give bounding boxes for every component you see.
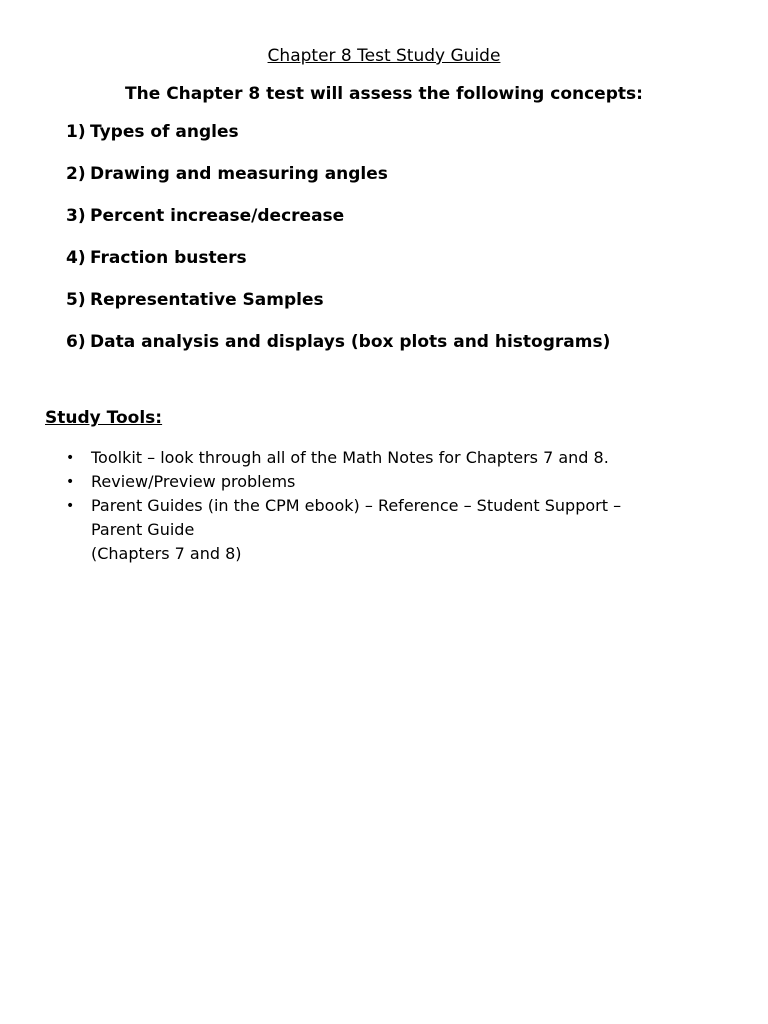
page-subtitle: The Chapter 8 test will assess the following concepts:: [125, 84, 643, 104]
concept-item: [66, 289, 610, 311]
study-tool-item: [66, 470, 716, 494]
bullet-icon: •: [66, 450, 75, 466]
study-tools-heading: Study Tools:: [45, 408, 163, 428]
study-tool-item: [66, 446, 716, 470]
concept-item: [66, 121, 610, 143]
study-tool-line: Parent Guide: [91, 520, 195, 539]
concept-text: Types of angles: [90, 122, 239, 142]
concept-item: [66, 205, 610, 227]
concept-number: 4): [66, 248, 86, 268]
concept-item: [66, 331, 610, 353]
concept-number: 2): [66, 164, 86, 184]
concept-number: 1): [66, 122, 86, 142]
concept-text: Representative Samples: [90, 290, 324, 310]
concept-text: Fraction busters: [90, 248, 247, 268]
study-tool-line: Toolkit – look through all of the Math Notes for Chapters 7 and 8.: [91, 448, 609, 467]
concept-item: [66, 163, 610, 185]
study-tool-text: [91, 494, 716, 566]
study-tool-text: [91, 446, 716, 470]
study-tool-text: [91, 470, 716, 494]
concept-item: [66, 247, 610, 269]
concept-text: Percent increase/decrease: [90, 206, 345, 226]
page-title: Chapter 8 Test Study Guide: [267, 46, 501, 66]
study-tool-line: (Chapters 7 and 8): [91, 544, 242, 563]
concept-number: 3): [66, 206, 86, 226]
concept-number: 6): [66, 332, 86, 352]
concepts-list: [66, 121, 610, 373]
concept-number: 5): [66, 290, 86, 310]
study-tool-item: [66, 494, 716, 566]
bullet-icon: •: [66, 474, 75, 490]
study-tool-line: Review/Preview problems: [91, 472, 296, 491]
concept-text: Drawing and measuring angles: [90, 164, 388, 184]
bullet-icon: •: [66, 498, 75, 514]
concept-text: Data analysis and displays (box plots and histograms): [90, 332, 611, 352]
study-tool-line: Parent Guides (in the CPM ebook) – Reference – Student Support –: [91, 496, 622, 515]
study-tools-list: [66, 446, 716, 566]
